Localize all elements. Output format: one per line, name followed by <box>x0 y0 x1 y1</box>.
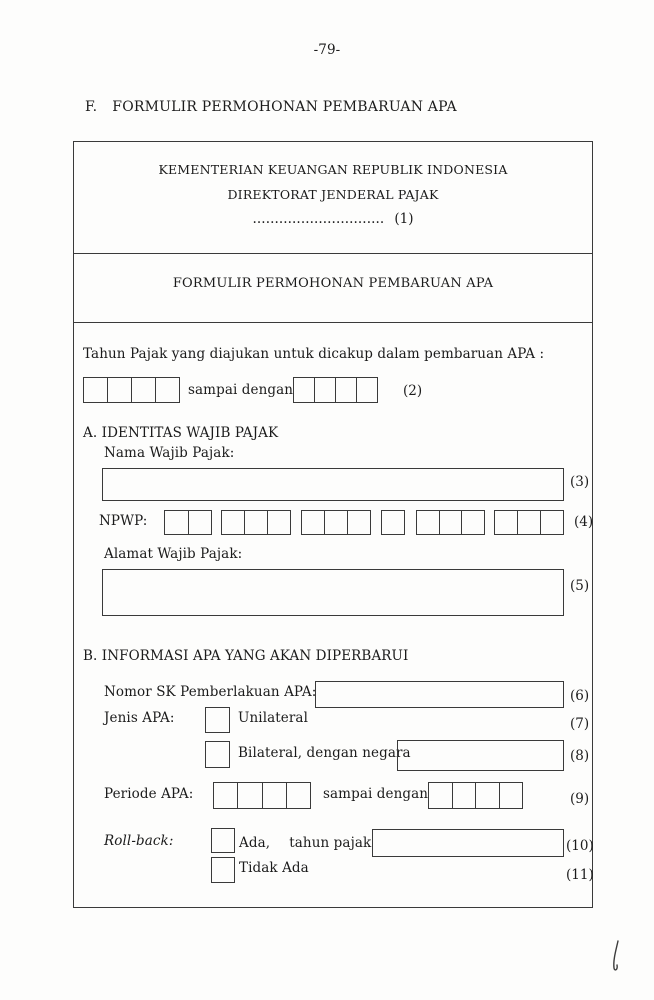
npwp-digit-cell[interactable] <box>222 511 245 534</box>
npwp-group-1[interactable] <box>164 510 212 535</box>
section-b-heading: B. INFORMASI APA YANG AKAN DIPERBARUI <box>83 648 409 664</box>
rollback-ada-label <box>239 832 371 851</box>
year-digit-cell[interactable] <box>287 783 310 808</box>
year-digit-cell[interactable] <box>263 783 287 808</box>
npwp-digit-cell[interactable] <box>440 511 463 534</box>
tahun-to-year-boxes[interactable] <box>293 377 378 403</box>
ref-4: (4) <box>574 514 594 530</box>
year-digit-cell[interactable] <box>84 378 108 402</box>
npwp-digit-cell[interactable] <box>382 511 404 534</box>
handwritten-mark <box>605 938 625 978</box>
rollback-tahun-pajak-word: tahun pajak <box>289 835 372 851</box>
npwp-digit-cell[interactable] <box>518 511 541 534</box>
checkbox-rollback-ada[interactable] <box>211 828 235 853</box>
npwp-digit-cell[interactable] <box>325 511 348 534</box>
ref-9: (9) <box>570 791 590 807</box>
ref-11: (11) <box>566 867 594 883</box>
unit-dotted-line[interactable]: .............................. <box>252 211 385 227</box>
divider <box>74 253 592 254</box>
year-digit-cell[interactable] <box>238 783 262 808</box>
npwp-group-2[interactable] <box>221 510 291 535</box>
section-heading-title: FORMULIR PERMOHONAN PEMBARUAN APA <box>112 99 457 115</box>
ref-8: (8) <box>570 748 590 764</box>
page-number: -79- <box>313 42 341 58</box>
npwp-group-4[interactable] <box>381 510 405 535</box>
year-digit-cell[interactable] <box>132 378 156 402</box>
agency-name-line1: KEMENTERIAN KEUANGAN REPUBLIK INDONESIA <box>158 162 508 177</box>
checkbox-rollback-tidak-ada[interactable] <box>211 857 235 883</box>
section-heading-index: F. <box>85 99 98 115</box>
checkbox-bilateral[interactable] <box>205 741 230 768</box>
npwp-digit-cell[interactable] <box>495 511 518 534</box>
alamat-wajib-pajak-label: Alamat Wajib Pajak: <box>104 546 243 562</box>
year-digit-cell[interactable] <box>214 783 238 808</box>
form-frame <box>73 141 593 908</box>
nama-wajib-pajak-label: Nama Wajib Pajak: <box>104 445 235 461</box>
npwp-digit-cell[interactable] <box>165 511 189 534</box>
periode-sampai-dengan-label: sampai dengan <box>323 786 429 802</box>
npwp-digit-cell[interactable] <box>245 511 268 534</box>
rollback-label: Roll-back: <box>104 833 174 849</box>
unit-line <box>74 208 592 227</box>
nomor-sk-field[interactable] <box>315 681 564 708</box>
periode-apa-label: Periode APA: <box>104 786 194 802</box>
agency-name-line2: DIREKTORAT JENDERAL PAJAK <box>227 187 439 202</box>
npwp-digit-cell[interactable] <box>541 511 563 534</box>
year-digit-cell[interactable] <box>500 783 523 808</box>
npwp-digit-cell[interactable] <box>348 511 370 534</box>
jenis-apa-label: Jenis APA: <box>104 710 175 726</box>
rollback-tahun-pajak-field[interactable] <box>372 829 564 857</box>
rollback-tidak-ada-label: Tidak Ada <box>239 860 309 876</box>
year-digit-cell[interactable] <box>108 378 132 402</box>
bilateral-label: Bilateral, dengan negara <box>238 745 411 761</box>
npwp-digit-cell[interactable] <box>417 511 440 534</box>
bilateral-negara-field[interactable] <box>397 740 564 771</box>
ref-6: (6) <box>570 688 590 704</box>
form-title: FORMULIR PERMOHONAN PEMBARUAN APA <box>172 276 494 291</box>
ref-10: (10) <box>566 838 594 854</box>
npwp-digit-cell[interactable] <box>268 511 290 534</box>
periode-from-year-boxes[interactable] <box>213 782 311 809</box>
tahun-sampai-dengan-label: sampai dengan <box>188 382 294 398</box>
alamat-wajib-pajak-field[interactable] <box>102 569 564 616</box>
npwp-group-5[interactable] <box>416 510 485 535</box>
year-digit-cell[interactable] <box>156 378 179 402</box>
ref-5: (5) <box>570 578 590 594</box>
rollback-ada-word: Ada, <box>239 835 271 851</box>
tahun-pajak-label: Tahun Pajak yang diajukan untuk dicakup dalam pembaruan APA : <box>83 346 545 362</box>
section-heading <box>85 96 457 115</box>
year-digit-cell[interactable] <box>476 783 500 808</box>
npwp-label: NPWP: <box>99 513 148 529</box>
year-digit-cell[interactable] <box>315 378 336 402</box>
year-digit-cell[interactable] <box>429 783 453 808</box>
npwp-group-6[interactable] <box>494 510 564 535</box>
npwp-digit-cell[interactable] <box>462 511 484 534</box>
year-digit-cell[interactable] <box>453 783 477 808</box>
periode-to-year-boxes[interactable] <box>428 782 523 809</box>
unilateral-label: Unilateral <box>238 710 308 726</box>
ref-1: (1) <box>394 211 414 227</box>
checkbox-unilateral[interactable] <box>205 707 230 733</box>
tahun-from-year-boxes[interactable] <box>83 377 180 403</box>
npwp-group-3[interactable] <box>301 510 371 535</box>
year-digit-cell[interactable] <box>336 378 357 402</box>
nomor-sk-label: Nomor SK Pemberlakuan APA: <box>104 684 317 700</box>
divider <box>74 322 592 323</box>
ref-3: (3) <box>570 474 590 490</box>
ref-2: (2) <box>403 383 423 399</box>
npwp-digit-cell[interactable] <box>189 511 212 534</box>
ref-7: (7) <box>570 716 590 732</box>
nama-wajib-pajak-field[interactable] <box>102 468 564 501</box>
year-digit-cell[interactable] <box>294 378 315 402</box>
npwp-digit-cell[interactable] <box>302 511 325 534</box>
section-a-heading: A. IDENTITAS WAJIB PAJAK <box>83 425 279 441</box>
year-digit-cell[interactable] <box>357 378 377 402</box>
